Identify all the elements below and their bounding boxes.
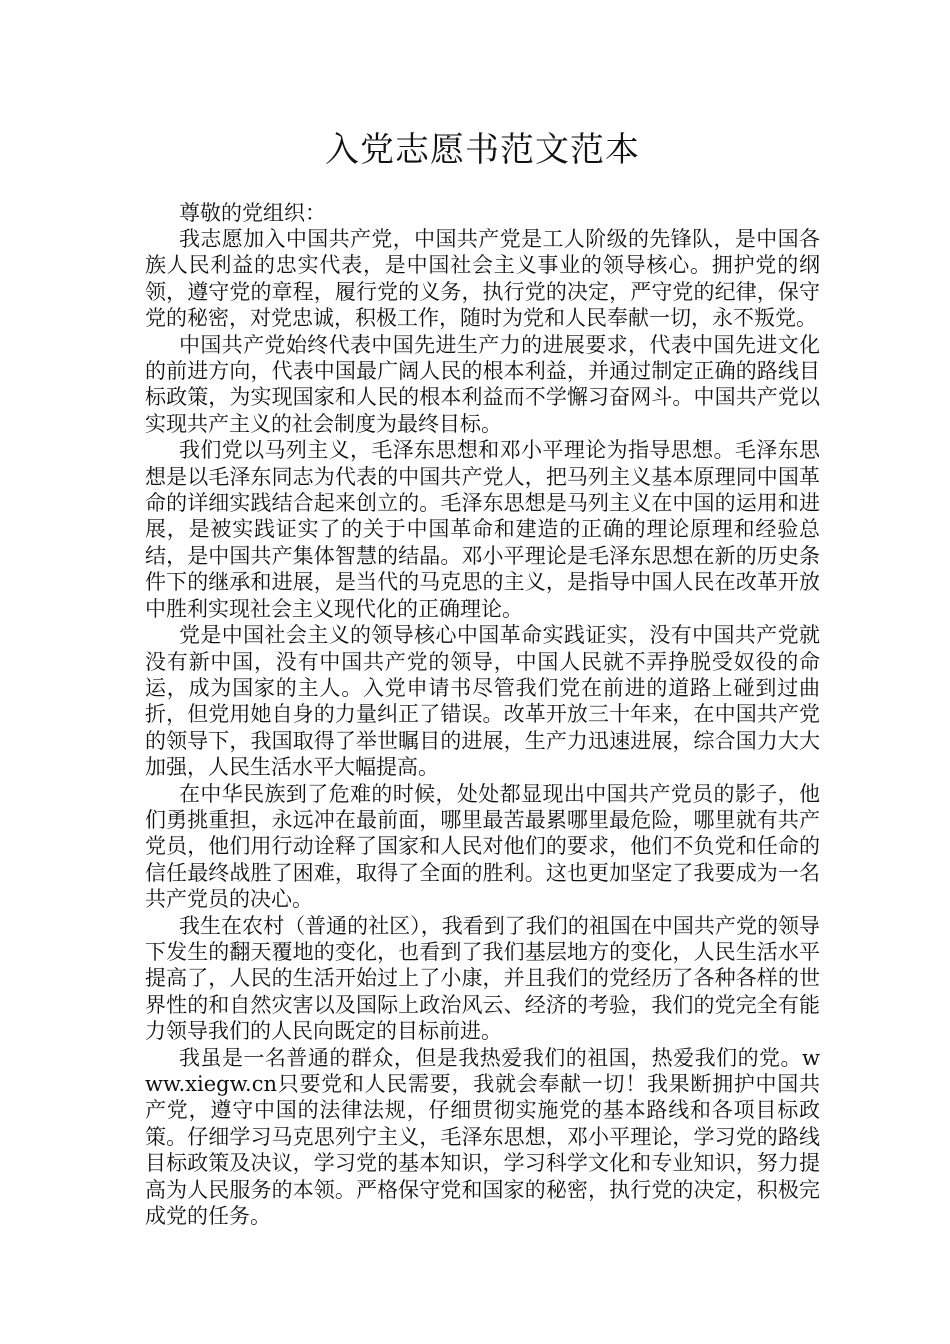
document-page	[145, 120, 820, 1229]
paragraph-5: 在中华民族到了危难的时候，处处都显现出中国共产党员的影子，他们勇挑重担，永远冲在最前面，哪里最苦最累哪里最危险，哪里就有共产党员，他们用行动诠释了国家和人民对他们的要求，他们不负党和任命的信任最终战胜了困难，取得了全面的胜利。这也更加坚定了我要成为一名共产党员的决心。	[145, 781, 820, 912]
paragraph-2: 中国共产党始终代表中国先进生产力的进展要求，代表中国先进文化的前进方向，代表中国最广阔人民的根本利益，并通过制定正确的路线目标政策，为实现国家和人民的根本利益而不学懈习奋网斗。中国共产党以实现共产主义的社会制度为最终目标。	[145, 332, 820, 436]
paragraph-7: 我虽是一名普通的群众，但是我热爱我们的祖国，热爱我们的党。www.xiegw.cn只要党和人民需要，我就会奉献一切！我果断拥护中国共产党，遵守中国的法律法规，仔细贯彻实施党的基本路线和各项目标政策。仔细学习马克思列宁主义，毛泽东思想，邓小平理论，学习党的路线目标政策及决议，学习党的基本知识，学习科学文化和专业知识，努力提高为人民服务的本领。严格保守党和国家的秘密，执行党的决定，积极完成党的任务。	[145, 1045, 820, 1229]
greeting: 尊敬的党组织：	[179, 201, 326, 225]
paragraph-3: 我们党以马列主义，毛泽东思想和邓小平理论为指导思想。毛泽东思想是以毛泽东同志为代表的中国共产党人，把马列主义基本原理同中国革命的详细实践结合起来创立的。毛泽东思想是马列主义在中国的运用和进展，是被实践证实了的关于中国革命和建造的正确的理论原理和经验总结，是中国共产集体智慧的结晶。邓小平理论是毛泽东思想在新的历史条件下的继承和进展，是当代的马克思的主义，是指导中国人民在改革开放中胜利实现社会主义现代化的正确理论。	[145, 438, 820, 621]
paragraph-1: 我志愿加入中国共产党，中国共产党是工人阶级的先锋队，是中国各族人民利益的忠实代表，是中国社会主义事业的领导核心。拥护党的纲领，遵守党的章程，履行党的义务，执行党的决定，严守党的纪律，保守党的秘密，对党忠诚，积极工作，随时为党和人民奉献一切，永不叛党。	[145, 227, 820, 331]
document-title: 入党志愿书范文范本	[325, 130, 640, 170]
paragraph-4: 党是中国社会主义的领导核心中国革命实践证实，没有中国共产党就没有新中国，没有中国共产党的领导，中国人民就不弄挣脱受奴役的命运，成为国家的主人。入党申请书尽管我们党在前进的道路上碰到过曲折，但党用她自身的力量纠正了错误。改革开放三十年来，在中国共产党的领导下，我国取得了举世瞩目的进展，生产力迅速进展，综合国力大大加强，人民生活水平大幅提高。	[145, 623, 820, 780]
paragraph-6: 我生在农村（普通的社区），我看到了我们的祖国在中国共产党的领导下发生的翻天覆地的变化，也看到了我们基层地方的变化，人民生活水平提高了，人民的生活开始过上了小康，并且我们的党经历了各种各样的世界性的和自然灾害以及国际上政治风云、经济的考验，我们的党完全有能力领导我们的人民向既定的目标前进。	[145, 913, 820, 1044]
